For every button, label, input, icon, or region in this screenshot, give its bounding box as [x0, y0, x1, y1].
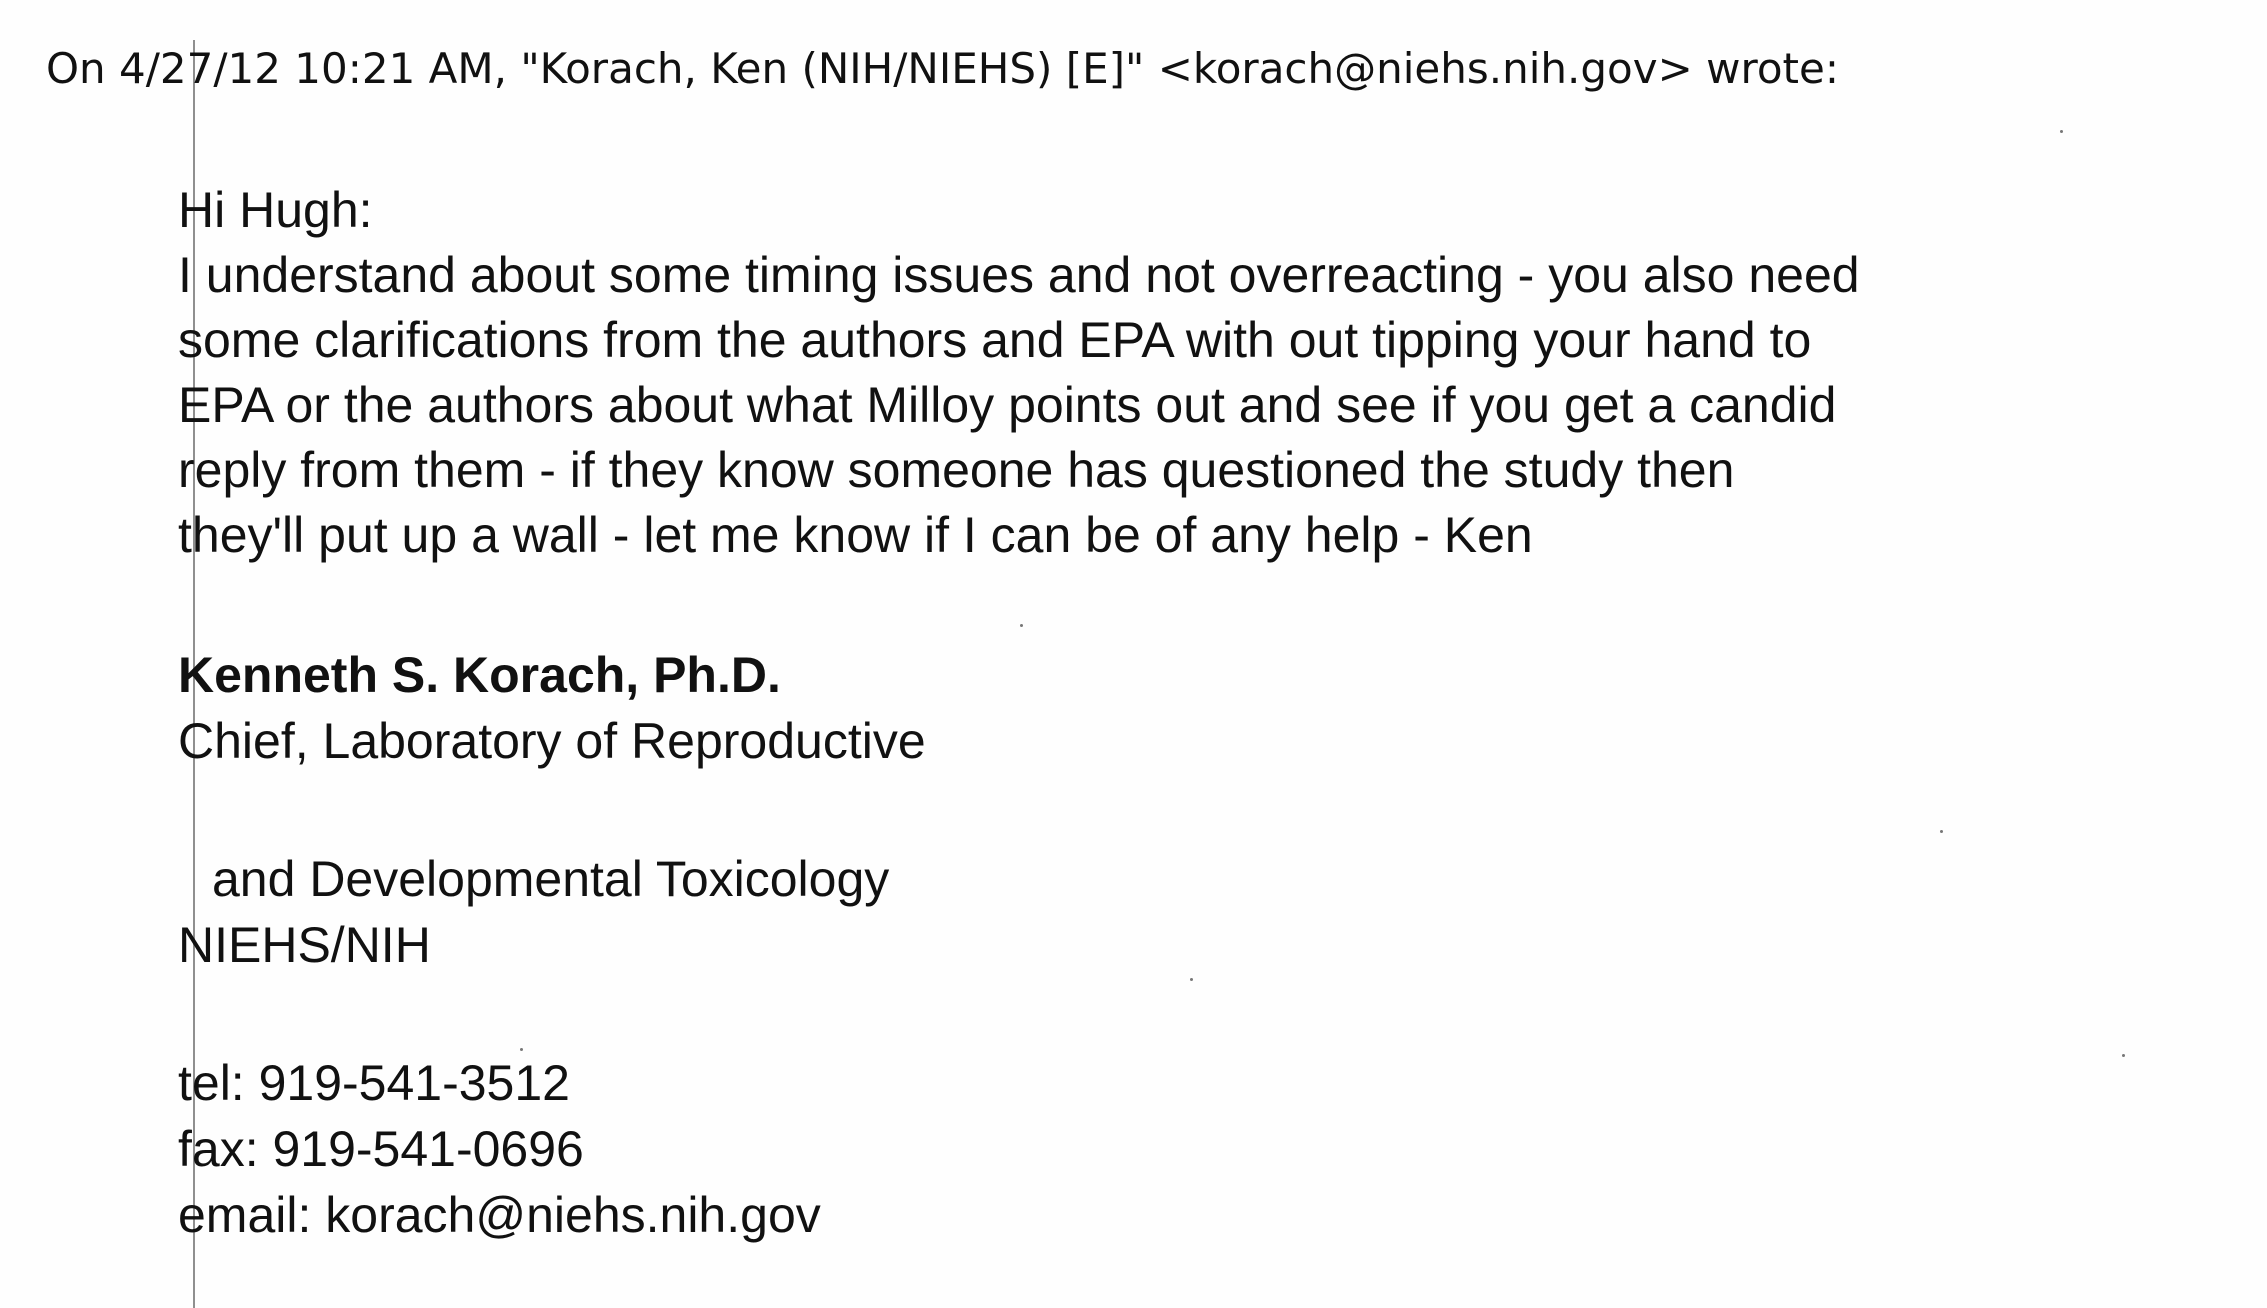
scan-speck [2060, 130, 2063, 133]
message-line: reply from them - if they know someone has questioned the study then [178, 442, 1735, 498]
message-line: I understand about some timing issues and not overreacting - you also need [178, 247, 1860, 303]
scan-speck [1940, 830, 1943, 833]
signature-email: email: korach@niehs.nih.gov [178, 1187, 821, 1243]
scan-speck [520, 1048, 523, 1051]
scan-speck [1190, 978, 1193, 981]
email-quote-header: On 4/27/12 10:21 AM, "Korach, Ken (NIH/NIEHS) [E]" <korach@niehs.nih.gov> wrote: [46, 44, 1839, 93]
signature-telephone: tel: 919-541-3512 [178, 1055, 570, 1111]
signature-title-line-2: and Developmental Toxicology [212, 851, 890, 907]
message-greeting: Hi Hugh: [178, 182, 373, 238]
signature-name: Kenneth S. Korach, Ph.D. [178, 647, 781, 703]
signature-fax: fax: 919-541-0696 [178, 1121, 584, 1177]
message-line: some clarifications from the authors and EPA with out tipping your hand to [178, 312, 1812, 368]
signature-organization: NIEHS/NIH [178, 917, 431, 973]
message-body [178, 178, 2178, 568]
scan-speck [1020, 624, 1023, 627]
signature-title-line-1: Chief, Laboratory of Reproductive [178, 713, 926, 769]
scan-speck [2122, 1054, 2125, 1057]
message-line: they'll put up a wall - let me know if I can be of any help - Ken [178, 507, 1533, 563]
message-line: EPA or the authors about what Milloy points out and see if you get a candid [178, 377, 1837, 433]
